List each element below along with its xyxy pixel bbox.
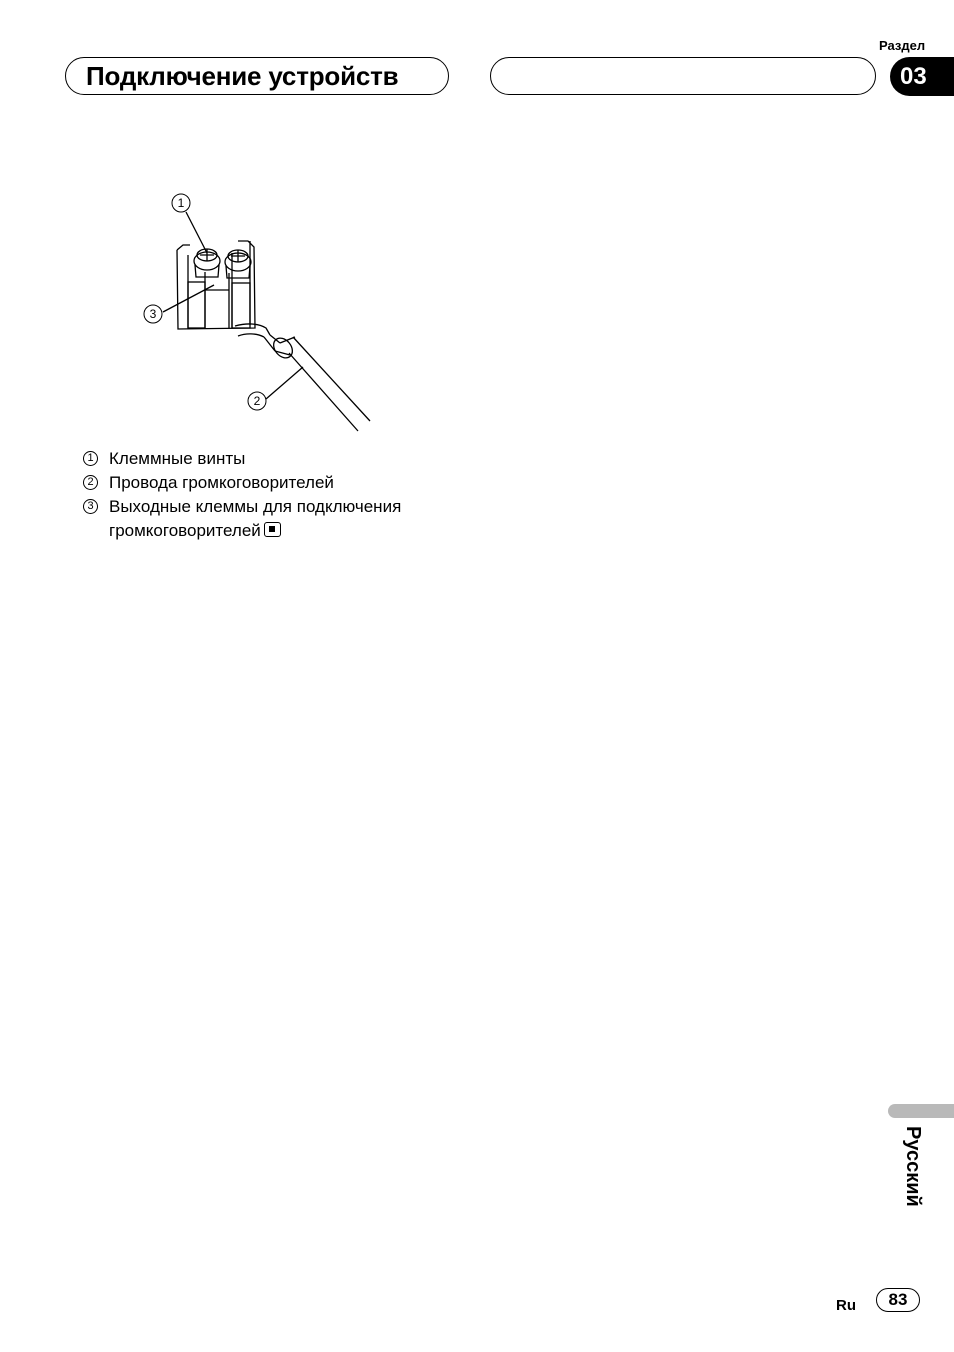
language-tab bbox=[888, 1104, 954, 1118]
language-code: Ru bbox=[836, 1297, 856, 1314]
legend-number-3: 3 bbox=[83, 499, 98, 514]
section-label: Раздел bbox=[879, 38, 926, 53]
legend-number-2: 2 bbox=[83, 475, 98, 490]
empty-header-box bbox=[490, 57, 876, 95]
legend-text-1: Клеммные винты bbox=[109, 449, 246, 468]
speaker-terminal-diagram bbox=[130, 185, 390, 440]
legend-item bbox=[83, 447, 401, 471]
callout-3: 3 bbox=[149, 307, 157, 321]
legend-item bbox=[83, 495, 401, 543]
chapter-title: Подключение устройств bbox=[86, 61, 399, 91]
legend-text-3: Выходные клеммы для подключения bbox=[109, 497, 402, 516]
legend-text-3-line2: громкоговорителей bbox=[109, 521, 261, 540]
chapter-title-box bbox=[65, 57, 449, 95]
legend-item bbox=[83, 471, 401, 495]
language-label: Русский bbox=[902, 1126, 924, 1207]
callout-2: 2 bbox=[253, 394, 261, 408]
legend-text-2: Провода громкоговорителей bbox=[109, 473, 334, 492]
end-of-section-icon bbox=[264, 522, 281, 537]
callout-1: 1 bbox=[177, 196, 185, 210]
legend-number-1: 1 bbox=[83, 451, 98, 466]
page-number: 83 bbox=[876, 1288, 920, 1312]
figure-legend bbox=[83, 447, 401, 543]
section-number-badge: 03 bbox=[890, 57, 954, 96]
